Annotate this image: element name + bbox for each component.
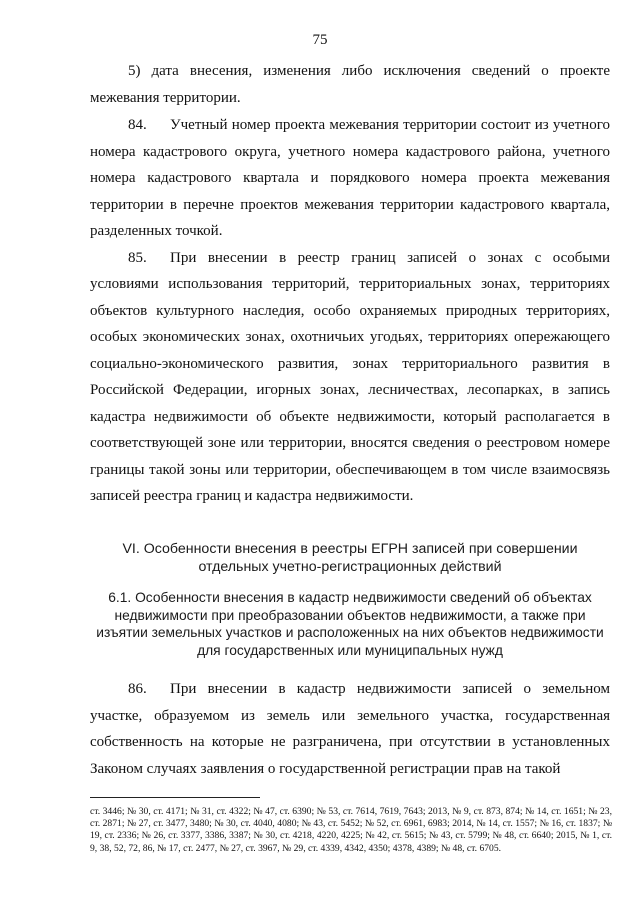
paragraph-number: 85. (128, 249, 147, 266)
page-number: 75 (312, 32, 328, 48)
subsection-heading: 6.1. Особенности внесения в кадастр недвижимости сведений об объектах недвижимости при преобразовании объектов недвижимости, а также при изъятии земельных участков и расположенных на них объектов недвижимости для государственных или муниципальных нужд (96, 590, 604, 658)
paragraph-84 (90, 112, 610, 245)
paragraph-86 (90, 676, 610, 782)
paragraph-85 (90, 245, 610, 510)
body-text-upper (90, 58, 610, 510)
paragraph-text: При внесении в реестр границ записей о зонах с особыми условиями использования территорий, территориальных зонах, территориях объектов культурного наследия, особо охраняемых природных территориях, особых экономических зонах, охотничьих угодьях, территориях опережающего социально-экономического развития, зонах территориального развития в Российской Федерации, игорных зонах, лесничествах, лесопарках, в запись кадастра недвижимости об объекте недвижимости, который располагается в соответствующей зоне или территории, вносятся сведения о реестровом номере границы такой зоны или территории, обеспечивающем в том числе взаимосвязь записей реестра границ и кадастра недвижимости. (90, 249, 610, 504)
section-heading: VI. Особенности внесения в реестры ЕГРН записей при совершении отдельных учетно-регистрационных действий (122, 541, 578, 575)
paragraph-text: Учетный номер проекта межевания территории состоит из учетного номера кадастрового округа, учетного номера кадастрового района, учетного номера кадастрового квартала и порядкового номера проекта межевания территории в перечне проектов межевания территории кадастрового квартала, разделенных точкой. (90, 117, 610, 239)
paragraph-text: При внесении в кадастр недвижимости записей о земельном участке, образуемом из земель или земельного участка, государственная собственность на которые не разграничена, при отсутствии в установленных Законом случаях заявления о государственной регистрации прав на такой (90, 681, 610, 777)
body-text-lower (90, 676, 610, 782)
paragraph-number: 84. (128, 117, 147, 133)
footnote-separator (90, 797, 260, 798)
footnote: ст. 3446; № 30, ст. 4171; № 31, ст. 4322; № 47, ст. 6390; № 53, ст. 7614, 7619, 7643; 2013, № 9, ст. 873, 874; № 14, ст. 1651; № 23, ст. 2871; № 27, ст. 3477, 3480; № 30, ст. 4040, 4080; № 43, ст. 5452; № 52, ст. 6961, 6983; 2014, № 14, ст. 1557; № 16, ст. 1837; № 19, ст. 2336; № 26, ст. 3377, 3386, 3387; № 30, ст. 4218, 4220, 4225; № 42, ст. 5615; № 43, ст. 5799; № 48, ст. 6640; 2015, № 1, ст. 9, 38, 52, 72, 86, № 17, ст. 2477, № 27, ст. 3967, № 29, ст. 4339, 4342, 4350; 4378, 4389; № 48, ст. 6705. (90, 806, 612, 854)
list-item-5: 5) дата внесения, изменения либо исключения сведений о проекте межевания территории. (90, 63, 610, 106)
paragraph-number: 86. (128, 681, 147, 697)
